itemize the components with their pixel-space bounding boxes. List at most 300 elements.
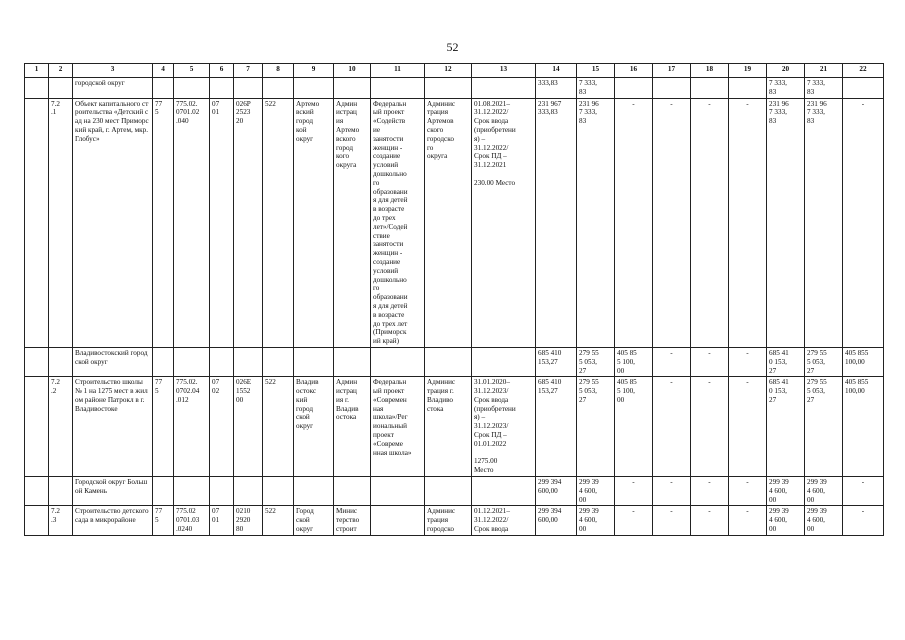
data-cell [371,506,425,536]
data-cell: 522 [263,506,294,536]
cell-line: Федеральн [373,99,407,108]
data-cell [472,506,536,536]
cell-line: (приобретени [474,125,516,134]
object-name: Строительство детского сада в микрорайоне [73,506,153,536]
cell-line: 77 [155,507,163,516]
cell-line: округа [427,152,448,161]
cell-line: 0 153, [769,387,787,396]
cell-line: Админис [427,507,456,516]
cell-line: 0701.02 [176,108,200,117]
cell-line: 00 [579,525,587,534]
cell-line: 299 39 [769,478,789,487]
data-cell [843,377,884,477]
cell-line: Админ [336,99,358,108]
object-row [25,377,884,477]
cell-line: 77 [155,99,163,108]
cell-line: Админис [427,378,456,387]
cell-line: 153,27 [538,387,558,396]
amount-cell [615,78,653,99]
cell-line: лет»/Содей [373,222,408,231]
header-cell: 8 [263,64,294,78]
data-cell [425,506,472,536]
data-cell [805,98,843,347]
cell-line: 100,00 [845,357,865,366]
header-cell: 2 [49,64,73,78]
cell-line: 230.00 Место [474,178,516,187]
header-cell: 9 [294,64,334,78]
cell-line: Владив [296,378,319,387]
header-cell: 20 [767,64,805,78]
cell-line: 27 [807,366,815,375]
data-cell [536,98,577,347]
cell-line: 231 96 [807,99,827,108]
cell-line: Админис [427,99,456,108]
amount-cell [767,347,805,376]
cell-line: Город [296,507,314,516]
data-cell: - [729,98,767,347]
cell-empty [153,78,174,99]
cell-line: школа»/Рег [373,413,408,422]
cell-line: вский [296,108,314,117]
cell-empty [472,347,536,376]
row-number [49,506,73,536]
cell-line: условий [373,161,399,170]
cell-line: 83 [579,117,587,126]
cell-line: городско [427,525,454,534]
data-cell [577,377,615,477]
amount-cell: 333,83 [536,78,577,99]
cell-line: 775.02. [176,378,198,387]
row-number [49,377,73,477]
cell-line: 00 [807,525,815,534]
data-cell: - [691,98,729,347]
cell-line: я для детей [373,301,408,310]
cell-line: 83 [769,87,777,96]
cell-line: го [373,284,380,293]
data-cell: - [653,377,691,477]
cell-empty [49,477,73,506]
data-cell [577,98,615,347]
cell-line: занятости [373,134,404,143]
cell-line [474,170,533,179]
header-cell: 15 [577,64,615,78]
cell-line: дошкольно [373,275,407,284]
cell-line: 5 [155,108,159,117]
data-cell: - [843,506,884,536]
cell-line: 5 053, [579,387,597,396]
object-row [25,98,884,347]
header-cell: 18 [691,64,729,78]
data-cell [334,98,371,347]
cell-line: 27 [807,395,815,404]
cell-line: 153,27 [538,357,558,366]
cell-line: 83 [579,87,587,96]
data-cell [805,506,843,536]
cell-empty [153,477,174,506]
cell-line: 600,00 [538,516,558,525]
cell-line: 299 394 [538,507,562,516]
data-cell [425,377,472,477]
cell-line: .040 [176,117,189,126]
cell-line: кий [296,395,308,404]
cell-line: 01 [212,516,220,525]
amount-cell [805,78,843,99]
data-cell: 522 [263,377,294,477]
cell-line: 2920 [236,516,251,525]
cell-empty [294,78,334,99]
data-cell [210,377,234,477]
cell-line: 31.12.2022/ [474,108,509,117]
cell-line: остока [336,413,357,422]
cell-empty [371,78,425,99]
data-cell [577,506,615,536]
cell-empty [210,347,234,376]
header-row [25,64,884,78]
cell-line: Место [474,466,494,475]
cell-line: Владиво [427,395,454,404]
cell-line: Админ [336,378,358,387]
cell-line: (Приморск [373,328,407,337]
cell-line: 01.01.2022 [474,439,507,448]
cell-line: Артемов [427,117,454,126]
cell-empty [174,477,210,506]
cell-line: округ [296,134,314,143]
amount-cell: - [729,477,767,506]
amount-cell: - [691,347,729,376]
header-cell: 10 [334,64,371,78]
cell-line: 4 600, [807,486,825,495]
cell-empty [263,78,294,99]
cell-line: ствие [373,231,390,240]
cell-line: 231 96 [579,99,599,108]
cell-line: кого [336,152,350,161]
cell-line: истрац [336,387,357,396]
cell-line: 83 [807,87,815,96]
cell-line: 026P [236,99,251,108]
cell-line: 685 410 [538,378,562,387]
cell-empty [25,78,49,99]
cell-line: Срок ввода [474,395,509,404]
data-cell: - [729,377,767,477]
cell-line: трация [427,108,449,117]
cell-line: 1552 [236,387,251,396]
cell-line: терство [336,516,360,525]
cell-empty [234,477,263,506]
data-cell [210,506,234,536]
object-name: Строительство школы № 1 на 1275 мест в жилом районе Патрокл в г. Владивостоке [73,377,153,477]
cell-line: 775.02 [176,507,196,516]
cell-line: 77 [155,378,163,387]
cell-line: остокс [296,387,317,396]
cell-line: стока [427,404,444,413]
data-cell [615,377,653,477]
cell-empty [334,78,371,99]
cell-empty [49,78,73,99]
cell-line: ий край) [373,337,400,346]
cell-line: создание [373,152,401,161]
cell-line: образовани [373,293,408,302]
cell-empty [263,347,294,376]
cell-line: 0 153, [769,357,787,366]
cell-line: 0210 [236,507,251,516]
cell-empty [263,477,294,506]
data-cell [153,377,174,477]
cell-line: 07 [212,378,220,387]
cell-line: 2523 [236,108,251,117]
cell-line: 7 333, [769,108,787,117]
cell-line: 31.12.2023/ [474,387,509,396]
cell-line: 299 39 [769,507,789,516]
cell-line: городско [427,134,454,143]
cell-line: 00 [236,395,244,404]
cell-empty [294,477,334,506]
data-cell [294,377,334,477]
cell-line: 07 [212,507,220,516]
subtotal-row [25,347,884,376]
amount-cell [805,477,843,506]
data-cell [234,377,263,477]
cell-line: 279 55 [579,378,599,387]
cell-line: го [427,143,434,152]
cell-line: 405 855 [845,348,869,357]
cell-line: трация г. [427,387,454,396]
data-cell: - [729,506,767,536]
cell-empty [334,347,371,376]
data-cell [294,506,334,536]
cell-line: 01.12.2021– [474,507,510,516]
cell-empty [153,347,174,376]
cell-line: 4 600, [579,516,597,525]
cell-line: 279 55 [579,348,599,357]
cell-empty [294,347,334,376]
cell-line: 5 053, [807,387,825,396]
cell-line: .012 [176,395,189,404]
cell-line: округ [296,525,314,534]
cell-line: Владив [336,404,359,413]
header-cell: 22 [843,64,884,78]
cell-empty [210,477,234,506]
amount-cell [536,347,577,376]
cell-line: 27 [579,395,587,404]
header-cell: 4 [153,64,174,78]
cell-line: в возрасте [373,310,405,319]
cell-line: 5 [155,516,159,525]
cell-line: 20 [236,117,244,126]
cell-line: 7 333, [579,79,597,87]
municipality-name: городской округ [73,78,153,99]
header-cell: 3 [73,64,153,78]
header-cell: 14 [536,64,577,78]
cell-line: 83 [807,117,815,126]
cell-line: 01 [212,108,220,117]
cell-empty [25,477,49,506]
cell-line: я) – [474,413,486,422]
cell-line: 299 39 [579,507,599,516]
cell-line: ый проект [373,387,405,396]
cell-line: дошкольно [373,169,407,178]
cell-line: я) – [474,134,486,143]
data-cell [371,98,425,347]
data-cell: 522 [263,98,294,347]
cell-empty [174,78,210,99]
cell-line: 31.12.2022/ [474,516,509,525]
row-number [49,98,73,347]
header-cell: 11 [371,64,425,78]
amount-cell [691,78,729,99]
cell-line: 4 600, [769,516,787,525]
cell-line: Минис [336,507,358,516]
cell-line: 4 600, [579,486,597,495]
cell-line: 333,83 [538,108,558,117]
cell-line: 775.02. [176,99,198,108]
cell-line: 7.2 [51,378,60,387]
cell-line: проект [373,431,394,440]
municipality-name: Владивостокский городской округ [73,347,153,376]
cell-line [474,449,533,458]
data-cell [153,506,174,536]
cell-line: город [296,404,313,413]
cell-line: 00 [769,495,777,504]
data-cell [371,377,425,477]
cell-line: ского [427,125,444,134]
cell-line: 5 053, [807,357,825,366]
amount-cell [653,78,691,99]
cell-empty [425,477,472,506]
cell-line: 7 333, [807,79,825,87]
cell-empty [334,477,371,506]
cell-line: 4 600, [769,486,787,495]
cell-line: в возрасте [373,205,405,214]
cell-line: 7.2 [51,99,60,108]
amount-cell [767,477,805,506]
cell-line: 5 100, [617,357,635,366]
cell-line: 27 [769,395,777,404]
cell-empty [371,477,425,506]
header-cell: 6 [210,64,234,78]
amount-cell [536,477,577,506]
cell-line: условий [373,266,399,275]
cell-line: 80 [236,525,244,534]
cell-line: ия г. [336,395,349,404]
cell-line: 00 [807,495,815,504]
cell-line: вского [336,134,356,143]
header-cell: 19 [729,64,767,78]
cell-line: Срок ввода [474,525,509,534]
header-cell: 1 [25,64,49,78]
amount-cell: - [843,477,884,506]
cell-line: 0702.04 [176,387,200,396]
cell-line: 405 85 [617,378,637,387]
cell-line: 405 85 [617,348,637,357]
cell-line: я для детей [373,196,408,205]
cell-empty [210,78,234,99]
data-cell [234,506,263,536]
cell-line: 026E [236,378,252,387]
object-name: Объект капитального строительства «Детский сад на 230 мест Приморский край, г. Артем, мкр. Глобус» [73,98,153,347]
data-cell [767,377,805,477]
cell-empty [371,347,425,376]
amount-cell [615,347,653,376]
data-cell [536,377,577,477]
cell-empty [425,347,472,376]
table-body [25,64,884,536]
cell-empty [25,377,49,477]
cell-line: 07 [212,99,220,108]
data-cell [174,377,210,477]
amount-cell: - [615,477,653,506]
subtotal-row [25,477,884,506]
amount-cell [767,78,805,99]
data-cell [294,98,334,347]
cell-empty [472,477,536,506]
cell-line: 02 [212,387,220,396]
header-cell: 5 [174,64,210,78]
cell-empty [25,98,49,347]
cell-line: 7.2 [51,507,60,516]
cell-line: 31.12.2022/ [474,143,509,152]
data-cell [174,506,210,536]
cell-line: .1 [51,108,57,117]
data-cell [234,98,263,347]
cell-line: Федеральн [373,378,407,387]
cell-line: 27 [769,366,777,375]
cell-line: 7 333, [769,79,787,87]
cell-line: ие [373,125,381,134]
data-cell [472,98,536,347]
header-cell: 21 [805,64,843,78]
cell-empty [234,78,263,99]
cell-line: 279 55 [807,348,827,357]
cell-line: 100,00 [845,387,865,396]
data-cell: - [653,98,691,347]
header-cell: 12 [425,64,472,78]
cell-line: до трех [373,213,396,222]
data-cell: - [615,98,653,347]
cell-line: ия [336,117,344,126]
cell-line: 7 333, [579,108,597,117]
cell-line: строит [336,525,357,534]
amount-cell: - [729,347,767,376]
cell-line: 5 [155,387,159,396]
amount-cell [843,347,884,376]
amount-cell: - [653,347,691,376]
cell-line: 31.12.2021 [474,161,507,170]
cell-line: город [336,143,353,152]
object-row [25,506,884,536]
cell-line: 27 [579,366,587,375]
data-cell [767,98,805,347]
cell-line: 7 333, [807,108,825,117]
cell-line: 0701.03 [176,516,200,525]
municipality-name: Городской округ Большой Камень [73,477,153,506]
data-cell [334,377,371,477]
cell-line: ый проект [373,108,405,117]
cell-line: 405 855 [845,378,869,387]
cell-line: 600,00 [538,486,558,495]
data-cell [425,98,472,347]
cell-empty [472,78,536,99]
data-cell: - [691,506,729,536]
header-cell: 7 [234,64,263,78]
cell-line: 685 41 [769,348,789,357]
cell-empty [174,347,210,376]
cell-line: Срок ввода [474,117,509,126]
cell-line: иональный [373,422,407,431]
amount-cell: - [691,477,729,506]
cell-line: Артемо [336,125,360,134]
data-cell: - [691,377,729,477]
data-cell [210,98,234,347]
